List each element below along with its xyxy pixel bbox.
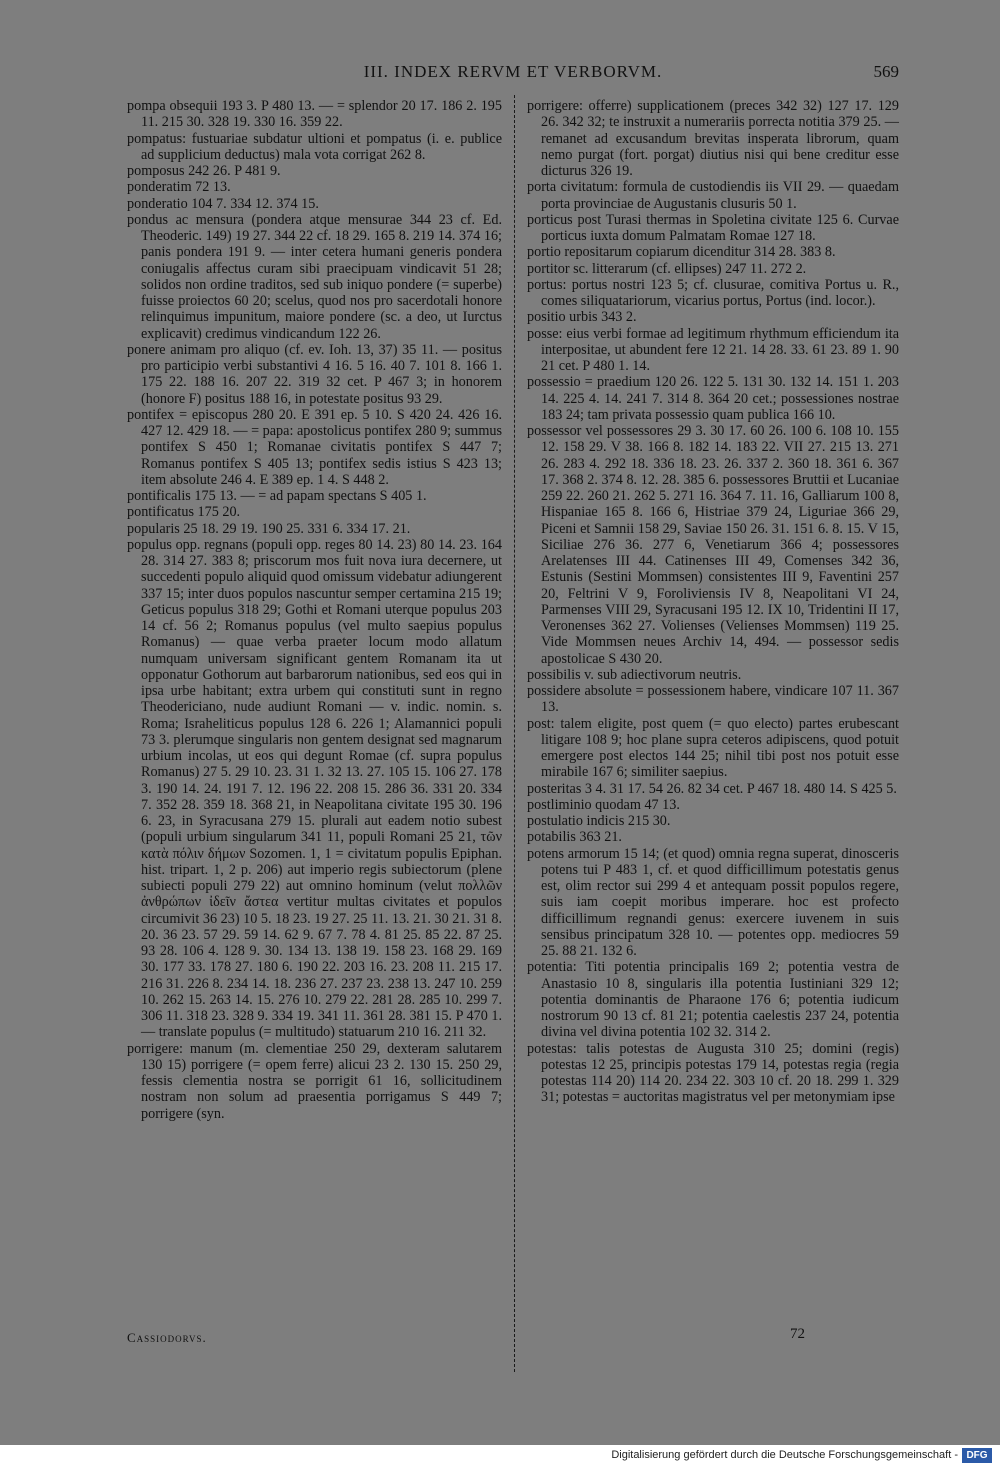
index-entry: ponderatim 72 13.: [127, 179, 231, 196]
index-entry: ponere animam pro aliquo (cf. ev. Ioh. 13, 37) 35 11. — positus pro participio verbi substantivi 4 16. 5 16. 40 7. 101 8. 166 1. 175 22. 188 16. 207 22. 319 32 cet. P 467 3; in honorem (honore F) positus 188 16, in potestate positus 93 29.: [127, 341, 502, 407]
page-header: [127, 62, 899, 84]
digitization-bar: [0, 1445, 1000, 1467]
index-entry: porticus post Turasi thermas in Spoletina civitate 125 6. Curvae porticus iuxta domum Palmatam Romae 127 18.: [527, 211, 899, 244]
index-entry: potestas: talis potestas de Augusta 310 25; domini (regis) potestas 12 25, principis potestas 179 14, potestas regia (regia potestas 114 20) 114 20. 234 22. 303 10 cf. 20 18. 299 1. 329 31; potestas = auctoritas magistratus vel per metonymiam ipse: [527, 1040, 899, 1106]
index-entry: pontificatus 175 20.: [127, 504, 241, 521]
index-entry: postulatio indicis 215 30.: [527, 813, 671, 829]
index-entry: pomposus 242 26. P 481 9.: [127, 163, 281, 179]
index-entry: ponderatio 104 7. 334 12. 374 15.: [127, 195, 319, 212]
funding-notice: Digitalisierung gefördert durch die Deutsche Forschungsgemeinschaft -: [611, 1449, 958, 1461]
page-number: 569: [873, 62, 899, 81]
signature-number: 72: [790, 1326, 805, 1342]
index-entry: portitor sc. litterarum (cf. ellipses) 247 11. 272 2.: [527, 260, 807, 277]
column-divider: [514, 95, 515, 1372]
left-column: [127, 98, 502, 1122]
index-entry: posteritas 3 4. 31 17. 54 26. 82 34 cet. P 467 18. 480 14. S 425 5.: [527, 780, 897, 797]
index-entry: postliminio quodam 47 13.: [527, 796, 680, 813]
index-entry: porta civitatum: formula de custodiendis iis VII 29. — quaedam porta provinciae de Augustanis clusuris 50 1.: [527, 179, 899, 212]
index-entry: possessio = praedium 120 26. 122 5. 131 30. 132 14. 151 1. 203 14. 225 4. 14. 241 7. 314 8. 364 20 cet.; possessiones nostrae 183 24; tam privata possessio quam publica 166 10.: [527, 374, 899, 423]
index-entry: portus: portus nostri 123 5; cf. clusurae, comitiva Portus u. R., comes siliquatariorum, vicarius portus, Portus (ind. locor.).: [527, 276, 899, 309]
index-entry: porrigere: offerre) supplicationem (preces 342 32) 127 17. 129 26. 342 32; te instruxit a numerariis porrecta notitia 379 25. — remanet ad excusandum brevitas insperata librorum, quam nemo purgat (fort. porgat) diutius nisi qui bene creditur esse dicturus 326 19.: [527, 98, 899, 179]
right-column: [527, 98, 899, 1106]
author-signature: Cassiodorvs.: [127, 1330, 207, 1345]
index-entry: possessor vel possessores 29 3. 30 17. 60 26. 100 6. 108 10. 155 12. 158 29. V 38. 166 8. 182 14. 183 22. VII 27. 215 13. 271 26. 283 4. 292 18. 336 18. 23. 26. 337 2. 360 18. 361 6. 367 17. 368 2. 374 8. 12. 28. 385 6. possessores Bruttii et Lucaniae 259 22. 260 21. 262 5. 271 16. 364 7. 11. 16, Galliarum 100 8, Hispaniae 165 8. 166 6, Histriae 379 24, Liguriae 366 29, Piceni et Samnii 158 29, Saviae 150 26. 31. 151 6. 8. 15. V 15, Siciliae 276 36. 277 6, Venetiarum 366 4; possessores Arelatenses III 44. Catinenses III 49, Comenses 342 36, Estunis (Sestini Mommsen) consistentes III 9, Faventini 257 20, Feltrini V 9, Foroliviensis IV 8, Neapolitani VI 24, Parmenses VIII 29, Syracusani 195 12. IX 10, Tridentini II 17, Veronenses 362 27. Volienses (Velienses Mommsen) 119 25. Vide Mommsen neues Archiv 14, 494. — possessor sedis apostolicae S 430 20.: [527, 423, 899, 667]
index-entry: populus opp. regnans (populi opp. reges 80 14. 23) 80 14. 23. 164 28. 314 27. 383 8; priscorum mos fuit nova iura decernere, ut succedenti populo aliquid quod omissum videbatur adiungerent 337 15; inter duos populos nascuntur semper certamina 215 19; Geticus populus 318 29; Gothi et Romani uterque populus 203 14 cf. 56 2; Romanus populus (vel multo saepius populus Romanus) — quae verba praeter locum modo allatum numquam universam significant gentem Romanam ita ut opponatur Gothorum aut barbarorum nationibus, sed eos qui in ipsa urbe habitant; extra urbem qui constituti sunt in regno Theodericiano, nude audiunt Romani — v. indic. nomin. s. Roma; Israheliticus populus 128 6. 226 1; Alamannici populi 73 3. plerumque singularis non gentem designat sed magnarum urbium incolas, ut eos qui degunt Romae (cf. supra populus Romanus) 27 5. 29 10. 23. 31 1. 32 13. 27. 105 15. 106 27. 178 3. 190 14. 24. 191 7. 12. 196 22. 208 15. 286 36. 331 20. 334 7. 352 28. 359 18. 368 21, in Neapolitana civitate 195 30. 196 6. 23, in Syracusana 279 15. plurali aut eadem notio subest (populi urbium singularum 341 11, populi Romani 25 21, τῶν κατὰ πόλιν δήμων Sozomen. 1, 1 = civitatum populis Epiphan. hist. tripart. 1, 2 p. 206) aut imperio regis subiectorum (plene subiecti populi 279 22) aut omnino hominum (velut πολλῶν ἀνθρώπων ἰδεῖν ἄστεα vertitur multas civitates et populos circumivit 36 23) 10 5. 18 23. 19 27. 25 11. 13. 21. 30 21. 31 8. 20. 36 23. 57 29. 59 14. 62 9. 67 7. 78 4. 81 25. 85 22. 87 25. 93 28. 106 4. 128 9. 30. 134 13. 138 19. 158 23. 168 29. 169 30. 177 33. 178 27. 180 6. 190 22. 203 16. 23. 208 11. 215 17. 216 31. 226 8. 234 14. 18. 236 27. 237 23. 238 13. 247 10. 259 10. 262 15. 263 14. 15. 276 10. 279 22. 281 28. 285 10. 299 7. 306 11. 318 23. 328 9. 334 19. 341 11. 361 28. 381 15. P 470 1. — translate populus (= multitudo) statuarum 210 16. 211 32.: [127, 536, 502, 1041]
index-entry: pontificalis 175 13. — = ad papam spectans S 405 1.: [127, 488, 427, 504]
index-entry: porrigere: manum (m. clementiae 250 29, dexteram salutarem 130 15) porrigere (= opem ferre) alicui 23 2. 130 15. 250 29, fessis clementia nostra se porrigit 61 16, sollicitudinem nostram non solum ad praesentia porrigamus S 449 7; porrigere (syn.: [127, 1040, 502, 1122]
index-entry: pompatus: fustuariae subdatur ultioni et pompatus (i. e. publice ad supplicium deductus) mala vota corrigat 262 8.: [127, 130, 502, 163]
index-entry: positio urbis 343 2.: [527, 309, 637, 326]
index-entry: potentia: Titi potentia principalis 169 2; potentia vestra de Anastasio 10 8, singularis illa potentia Iustiniani 329 12; potentia dominantis de Pharaone 176 6; potentia iudicum nostrorum 90 13 cf. 81 21; potentia caelestis 237 24, potentia divina vel divina potentia 102 32. 314 2.: [527, 959, 899, 1041]
running-title: III. INDEX RERVM ET VERBORVM.: [363, 62, 663, 81]
index-entry: potens armorum 15 14; (et quod) omnia regna superat, dinosceris potens tui P 483 1, cf. et quod difficillimum potestatis genus est, olim rector sui 299 4 et antequam possit populos regere, suis iam coepit moribus imperare. hoc est profecto difficillimum regnandi genus: exercere iuvenem in suis sensibus principatum 328 10. — potentes opp. mediocres 59 25. 88 21. 132 6.: [527, 845, 899, 959]
index-entry: pompa obsequii 193 3. P 480 13. — = splendor 20 17. 186 2. 195 11. 215 30. 328 19. 330 16. 359 22.: [127, 98, 502, 131]
index-entry: possidere absolute = possessionem habere, vindicare 107 11. 367 13.: [527, 683, 899, 716]
index-entry: potabilis 363 21.: [527, 829, 622, 846]
index-entry: possibilis v. sub adiectivorum neutris.: [527, 666, 742, 683]
index-entry: posse: eius verbi formae ad legitimum rhythmum efficiendum ita interpositae, ut abundent fere 12 21. 14 28. 33. 61 23. 89 1. 90 21 cet. P 480 1. 14.: [527, 325, 899, 374]
index-entry: pontifex = episcopus 280 20. E 391 ep. 5 10. S 420 24. 426 16. 427 12. 429 18. — = papa: apostolicus pontifex 280 9; summus pontifex S 450 1; Romanae civitatis pontifex S 447 7; Romanus pontifex S 405 13; pontifex sedis istius S 423 13; item absolute 246 4. E 389 ep. 1 4. S 448 2.: [127, 406, 502, 488]
index-entry: popularis 25 18. 29 19. 190 25. 331 6. 334 17. 21.: [127, 520, 411, 537]
dfg-logo-icon: DFG: [962, 1448, 992, 1463]
index-entry: pondus ac mensura (pondera atque mensurae 344 23 cf. Ed. Theoderic. 149) 19 27. 344 22 cf. 18 29. 165 8. 219 14. 374 16; panis pondera 191 9. — inter cetera humani generis pondera coniugalis affectus curam sibi praecipuam vindicavit 51 28; solidos non ordine traditos, sed sub iniquo pondere (= superbe) fuisse proiectos 60 20; scelus, quod nos pro sacerdotali honore relinquimus impunitum, maiore pondere (sc. a deo, ut Iurctus explicavit) credimus vindicandum 122 26.: [127, 211, 502, 342]
index-entry: post: talem eligite, post quem (= quo electo) partes erubescant litigare 108 9; hoc plane supra ceteros adipiscens, quod potuit emergere post electos 144 25; nihil tibi post nos potuit esse mirabile 167 6; similiter saepius.: [527, 715, 899, 781]
index-entry: portio repositarum copiarum dicenditur 314 28. 383 8.: [527, 244, 836, 261]
